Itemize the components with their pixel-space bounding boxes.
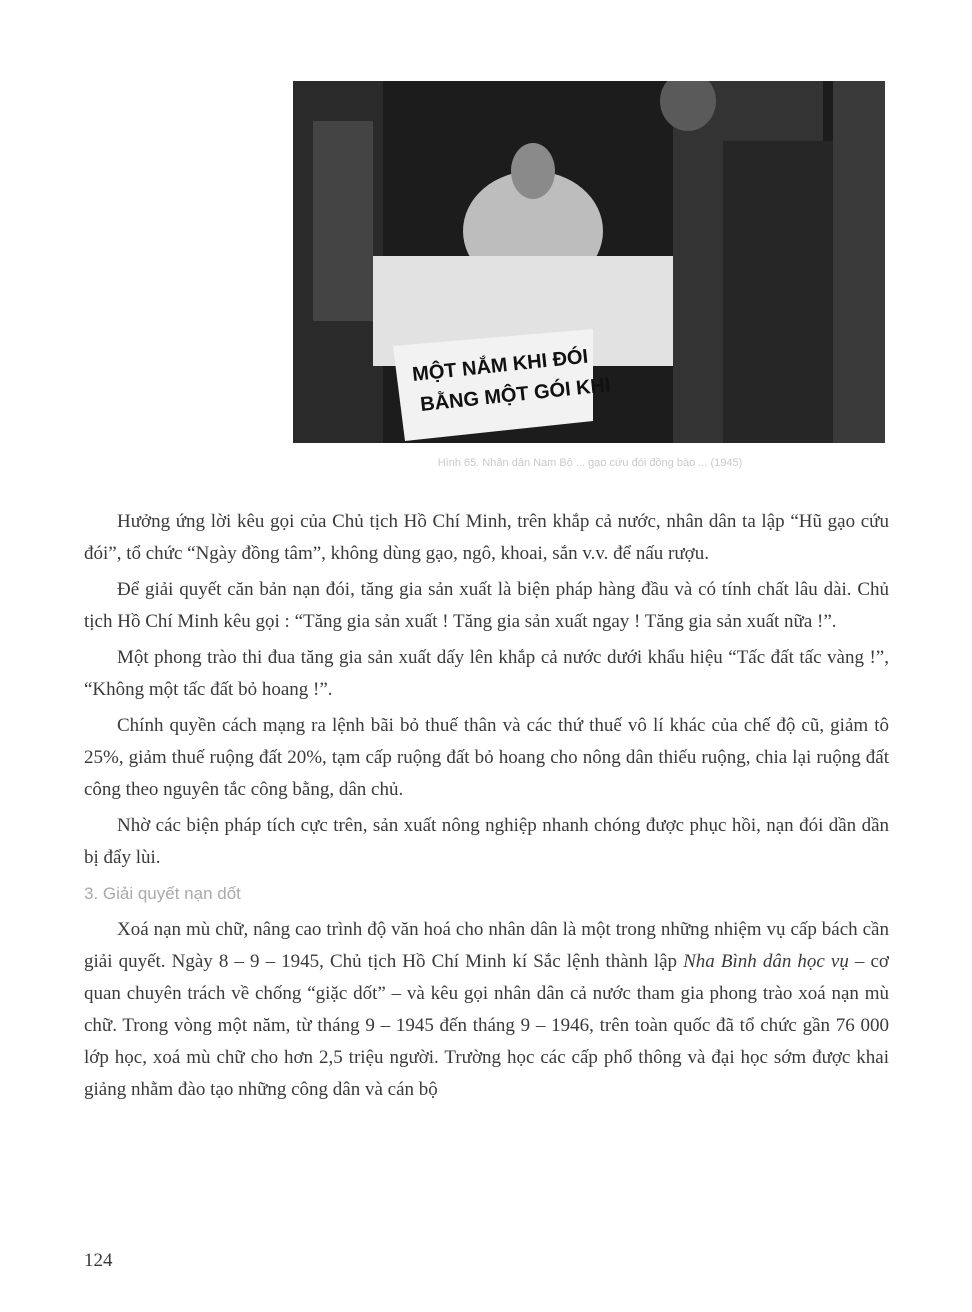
page-number: 124 xyxy=(84,1250,113,1271)
paragraph: Chính quyền cách mạng ra lệnh bãi bỏ thuế thân và các thứ thuế vô lí khác của chế độ cũ, giảm tô 25%, giảm thuế ruộng đất 20%, tạm cấp ruộng đất bỏ hoang cho nông dân thiếu ruộng, chia lại ruộng đất công theo nguyên tắc công bằng, dân chủ. xyxy=(84,715,889,800)
sign-text-line1: MỘT NẮM KHI ĐÓI xyxy=(411,345,590,386)
section-paragraph xyxy=(84,914,889,1106)
section-text-part1: Xoá nạn mù chữ, nâng cao trình độ văn hoá cho nhân dân là một trong những nhiệm vụ cấp bách cần giải quyết. Ngày 8 – 9 – 1945, Chủ tịch Hồ Chí Minh kí Sắc lệnh thành lập xyxy=(84,919,889,972)
paragraph: Nhờ các biện pháp tích cực trên, sản xuất nông nghiệp nhanh chóng được phục hồi, nạn đói dần dần bị đẩy lùi. xyxy=(84,815,889,868)
sign-text-line2: BẰNG MỘT GÓI KHI xyxy=(419,374,612,416)
section-text-part2: – cơ quan chuyên trách về chống “giặc dốt” – và kêu gọi nhân dân cả nước tham gia phong trào xoá nạn mù chữ. Trong vòng một năm, từ tháng 9 – 1945 đến tháng 9 – 1946, trên toàn quốc đã tổ chức gần 76 000 lớp học, xoá mù chữ cho hơn 2,5 triệu người. Trường học các cấp phổ thông và đại học sớm được khai giảng nhằm đào tạo những công dân và cán bộ xyxy=(84,951,889,1100)
paragraph: Một phong trào thi đua tăng gia sản xuất dấy lên khắp cả nước dưới khẩu hiệu “Tấc đất tấc vàng !”, “Không một tấc đất bỏ hoang !”. xyxy=(84,647,889,700)
photo-caption xyxy=(280,456,900,471)
paragraph: Để giải quyết căn bản nạn đói, tăng gia sản xuất là biện pháp hàng đầu và có tính chất lâu dài. Chủ tịch Hồ Chí Minh kêu gọi : “Tăng gia sản xuất ! Tăng gia sản xuất ngay ! Tăng gia sản xuất nữa !”. xyxy=(84,579,889,632)
section-text-italic: Nha Bình dân học vụ xyxy=(683,951,849,972)
section-heading: 3. Giải quyết nạn dốt xyxy=(84,884,241,903)
body-text xyxy=(84,506,889,1110)
paragraph: Hưởng ứng lời kêu gọi của Chủ tịch Hồ Chí Minh, trên khắp cả nước, nhân dân ta lập “Hũ gạo cứu đói”, tổ chức “Ngày đồng tâm”, không dùng gạo, ngô, khoai, sắn v.v. để nấu rượu. xyxy=(84,511,889,564)
photo-illustration xyxy=(293,81,885,443)
historical-photo xyxy=(293,81,885,443)
caption-line1: Hình 65. Nhân dân Nam Bộ ... gạo cứu đói đồng bào ... (1945) xyxy=(437,457,743,469)
